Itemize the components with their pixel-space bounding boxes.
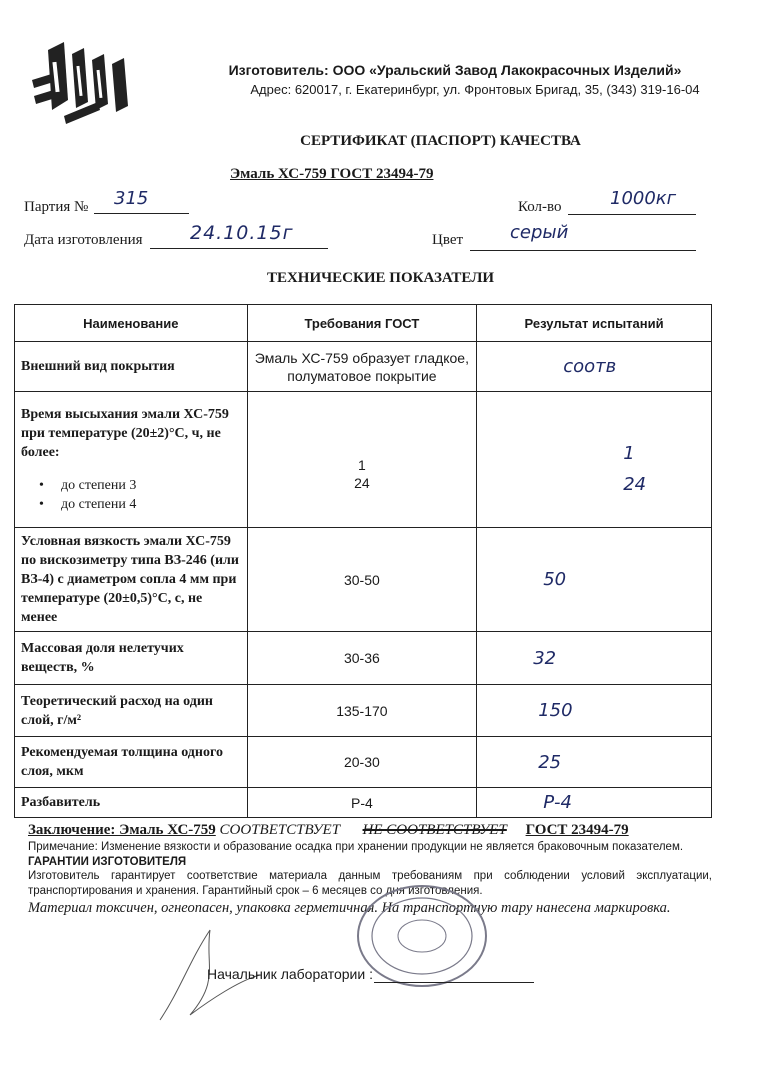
product-name: Эмаль ХС-759 ГОСТ 23494-79 bbox=[230, 166, 434, 182]
row-requirement: Р-4 bbox=[247, 788, 477, 818]
row-result: 150 bbox=[538, 700, 573, 721]
date-value: 24.10.15г bbox=[190, 222, 294, 244]
color-field bbox=[470, 222, 696, 251]
company-logo bbox=[28, 40, 134, 132]
table-row bbox=[15, 528, 712, 632]
table-row bbox=[15, 737, 712, 788]
row-name: Рекомендуемая толщина одного слоя, мкм bbox=[15, 737, 248, 788]
date-label: Дата изготовления bbox=[24, 232, 143, 248]
conclusion-not-complies: НЕ СООТВЕТСТВУЕТ bbox=[362, 822, 507, 838]
tech-title: ТЕХНИЧЕСКИЕ ПОКАЗАТЕЛИ bbox=[266, 270, 495, 286]
warning-text: Материал токсичен, огнеопасен, упаковка герметичная. На транспортную тару нанесена маркировка. bbox=[28, 900, 671, 916]
batch-value: 315 bbox=[114, 188, 149, 209]
quantity-value: 1000кг bbox=[610, 188, 677, 209]
table-row bbox=[15, 342, 712, 392]
conclusion-standard: ГОСТ 23494-79 bbox=[525, 822, 629, 838]
row-result: 24 bbox=[623, 473, 647, 495]
row-requirement: 135-170 bbox=[247, 685, 477, 737]
row-requirement: 20-30 bbox=[247, 737, 477, 788]
conclusion-complies: СООТВЕТСТВУЕТ bbox=[219, 822, 341, 838]
manufacturer-line: Изготовитель: ООО «Уральский Завод Лакокрасочных Изделий» bbox=[228, 62, 682, 78]
color-value: серый bbox=[510, 222, 569, 243]
row-requirement: 30-50 bbox=[247, 528, 477, 632]
address-line: Адрес: 620017, г. Екатеринбург, ул. Фронтовых Бригад, 35, (343) 319-16-04 bbox=[250, 82, 700, 97]
warranty-text: Изготовитель гарантирует соответствие материала данным требованиям при соблюдении условий эксплуатации, транспортирования и хранения. Гарантийный срок – 6 месяцев со дня изготовления. bbox=[28, 870, 712, 897]
table-header-row bbox=[15, 305, 712, 342]
row-name: Теоретический расход на один слой, г/м² bbox=[15, 685, 248, 737]
table-row bbox=[15, 685, 712, 737]
row-result: 1 bbox=[623, 442, 635, 464]
header-requirements: Требования ГОСТ bbox=[247, 305, 477, 342]
row-result: 25 bbox=[538, 751, 562, 773]
color-label: Цвет bbox=[432, 232, 464, 248]
certificate-title: СЕРТИФИКАТ (ПАСПОРТ) КАЧЕСТВА bbox=[300, 133, 581, 149]
row-requirement: 1 bbox=[358, 456, 366, 473]
table-row bbox=[15, 392, 712, 528]
conclusion-prefix: Заключение: Эмаль ХС-759 bbox=[28, 822, 216, 838]
date-field bbox=[150, 222, 328, 249]
row-name: Время высыхания эмали ХС-759 при температуре (20±2)°С, ч, не более: bbox=[21, 407, 229, 460]
row-result: соотв bbox=[563, 356, 617, 377]
row-name: Разбавитель bbox=[15, 788, 248, 818]
bullet-degree-3: • до степени 3 bbox=[39, 476, 241, 495]
table-row bbox=[15, 788, 712, 818]
batch-label: Партия № bbox=[24, 199, 89, 215]
row-result: 32 bbox=[533, 647, 557, 669]
row-name: Массовая доля нелетучих веществ, % bbox=[15, 632, 248, 685]
row-requirement: Эмаль ХС-759 образует гладкое, полуматовое покрытие bbox=[247, 342, 477, 392]
header-results: Результат испытаний bbox=[477, 305, 712, 342]
row-name: Условная вязкость эмали ХС-759 по вискозиметру типа ВЗ-246 (или ВЗ-4) с диаметром сопла 4 мм при температуре (20±0,5)°С, с, не менее bbox=[15, 528, 248, 632]
bullet-degree-4: • до степени 4 bbox=[39, 495, 241, 514]
header-name: Наименование bbox=[15, 305, 248, 342]
chief-label: Начальник лаборатории : bbox=[207, 966, 373, 982]
batch-field bbox=[94, 188, 189, 214]
quantity-field bbox=[568, 188, 696, 215]
row-result: 50 bbox=[543, 569, 567, 590]
note-text: Примечание: Изменение вязкости и образование осадка при хранении продукции не является браковочным показателем. bbox=[28, 841, 684, 853]
spec-table bbox=[14, 304, 712, 818]
row-name: Внешний вид покрытия bbox=[15, 342, 248, 392]
signature-line bbox=[374, 968, 534, 983]
row-result: Р-4 bbox=[543, 792, 572, 813]
table-row bbox=[15, 632, 712, 685]
conclusion bbox=[28, 822, 629, 839]
row-requirement: 24 bbox=[354, 474, 370, 491]
quantity-label: Кол-во bbox=[518, 199, 562, 215]
row-requirement: 30-36 bbox=[247, 632, 477, 685]
warranty-title: ГАРАНТИИ ИЗГОТОВИТЕЛЯ bbox=[28, 856, 187, 868]
